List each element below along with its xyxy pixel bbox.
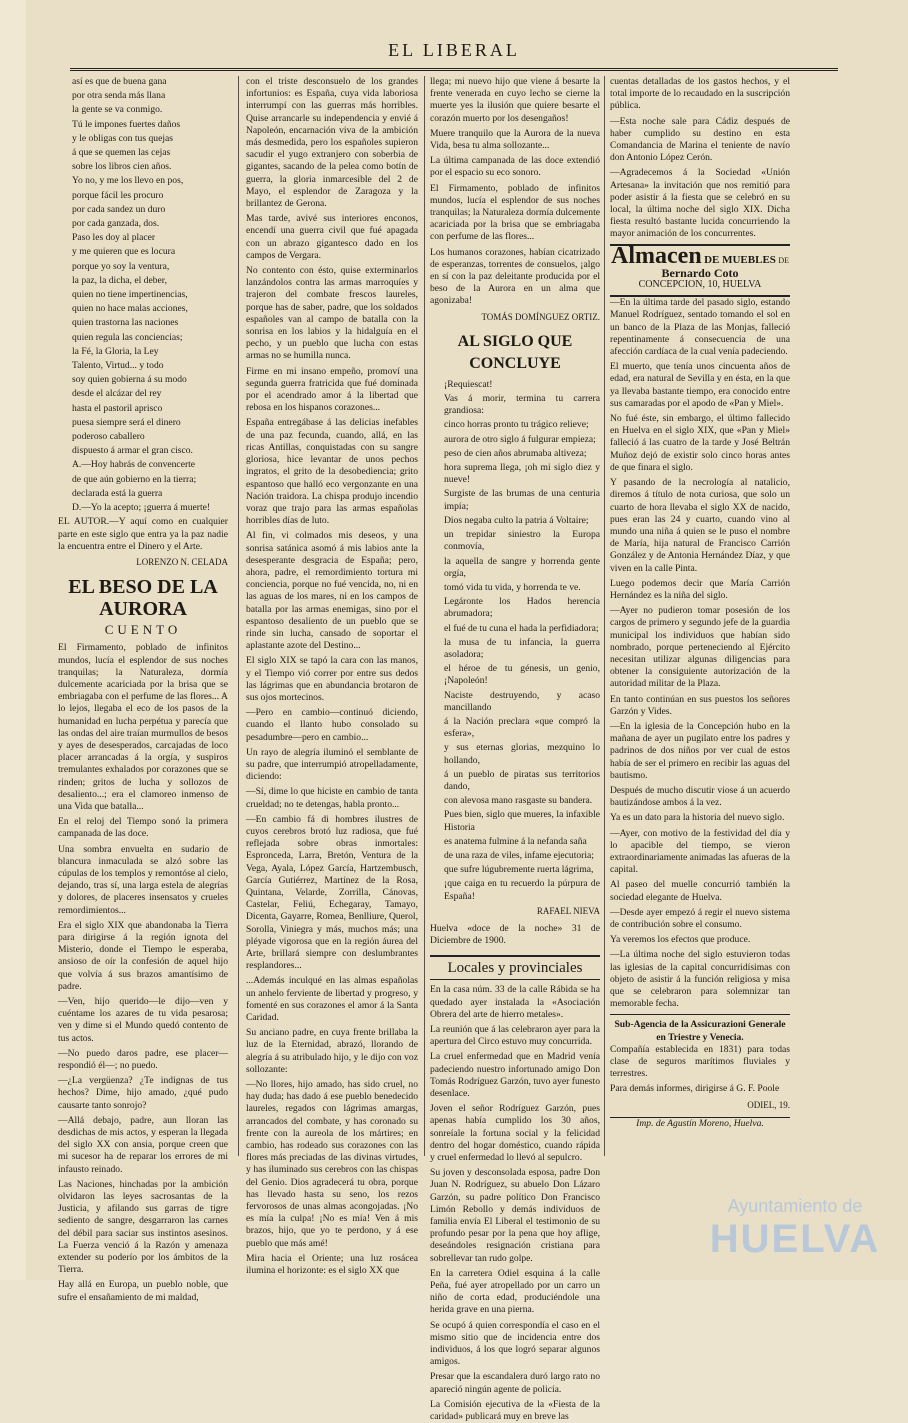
paragraph: España entregábase á las delicias inefables de una paz fecunda, cuando, allá, en las ricas Antillas, conquistadas con su sangre gloriosa, hice levantar de unos pechos ingratos, el grito de la desobediencia; grito espantoso que halló eco vergonzante en una Nación traidora. La chispa produjo incendio voraz que trajo para las armas españolas horribles días de luto. — [246, 417, 418, 527]
news-item: En tanto continúan en sus puestos los señores Garzón y Vides. — [610, 693, 790, 717]
poem-line: Pues bien, siglo que mueres, la infaxible Historia — [444, 809, 600, 833]
paragraph: La última campanada de las doce extendió por el espacio su eco sonoro. — [430, 155, 600, 179]
column-rule — [238, 76, 239, 1156]
news-item: Presar que la escandalera duró largo rato no apareció ningún agente de policía. — [430, 1371, 600, 1395]
watermark-line-2: HUELVA — [709, 1217, 881, 1261]
poem-line: hasta el pastoril aprisco — [72, 402, 163, 414]
news-item: —Esta noche sale para Cádiz después de haber cumplido su destino en esta Comandancia de Marina el teniente de navío don Antonio López Cerón. — [610, 115, 790, 164]
news-item: La reunión que á las celebraron ayer para la apertura del Circo estuvo muy concurrida. — [430, 1024, 600, 1048]
news-item: No fué éste, sin embargo, el último fallecido en Huelva en el siglo XIX, que «Pan y Miel» falleció á las cuatro de la tarde y José Beltrán Muñoz dejó de existir solo cinco horas antes de que finara el siglo. — [610, 413, 790, 473]
story-body — [58, 642, 228, 1304]
paragraph: ...Además inculqué en las almas españolas un anhelo ferviente de libertad y progreso, y fomenté en sus corazones el amor á la Santa Caridad. — [246, 975, 418, 1024]
poem-line: tomó vida tu vida, y horrenda te ve. — [444, 581, 581, 593]
paragraph: —No puedo daros padre, ese placer—respondió él—; no puedo. — [58, 1047, 228, 1072]
poem-line: declarada está la guerra — [72, 487, 163, 499]
poem-line: la musa de tu infancia, la guerra asoladora; — [444, 636, 600, 660]
poem-line: soy quien gobierna á su modo — [72, 374, 187, 386]
column-4 — [610, 76, 790, 1171]
agency-text: Compañía establecida en 1831) para todas clase de seguros marítimos fluviales y terrestres. — [610, 1043, 790, 1080]
local-news — [430, 984, 600, 1423]
poem-line: quien trastorna las naciones — [72, 317, 179, 329]
news-item: La cruel enfermedad que en Madrid venía padeciendo nuestro infortunado amigo Don Tomás Rodríguez Garzón, tuvo ayer funesto desenlace. — [430, 1051, 600, 1100]
poem-line: quien no tiene impertinencias, — [72, 289, 188, 301]
poem-headline: AL SIGLO QUE CONCLUYE — [457, 332, 573, 372]
poem-verses — [58, 76, 228, 514]
poem-line: con alevosa mano rasgaste su bandera. — [444, 795, 593, 807]
paragraph: El siglo XIX se tapó la cara con las manos, y el Tiempo vió correr por entre sus dedos las lágrimas que en abundancia brotaron de sus ojos mortecinos. — [246, 655, 418, 703]
poem-line: que sufre lúgubremente ruerta lágrima, — [444, 864, 594, 876]
news-item: —La última noche del siglo estuvieron todas las iglesias de la capital concurridísimas con objeto de asistir á la función religiosa y misa que se celebraron para solemnizar tan memorable fecha. — [610, 949, 790, 1010]
poem-body — [430, 379, 600, 903]
poem-dateline: Huelva «doce de la noche» 31 de Diciembre de 1900. — [430, 922, 600, 947]
column-rule — [604, 76, 605, 1156]
poem-line: de que aún gobierno en la tierra; — [72, 473, 197, 485]
paragraph: El Firmamento, poblado de infinitos mundos, lucía el esplendor de sus noches tranquilas; la Naturaleza, dormía dulcemente acariciada por la brisa que se embriagaba con el perfume de las flores... A lo lejos, llegaba el eco de los pasos de la humanidad en lucha perpétua y parecía que las ondas del aire traían murmullos de besos y ayes de desesperados, carcajadas de loco placer arrancadas á la orgía, y suspiros tremulantes exhalados por corazones que se rinden; gritos de lucha y sollozos de desaliento...; era el clamoreo inmenso de una Vida que batalla... — [58, 642, 228, 812]
story-ending — [430, 76, 600, 308]
poem-line: de una raza de viles, infame ejecutoria; — [444, 849, 594, 861]
author-signature: LORENZO N. CELADA — [136, 556, 228, 567]
poem-line: y sus eternas glorias, mezquino lo hollando, — [444, 742, 600, 766]
poem-line: ¡Requiescat! — [444, 378, 493, 390]
news-item: Se ocupó á quien correspondía el caso en el mismo sitio que de incidencia entre dos individuos, á los que logró separar algunos amigos. — [430, 1319, 600, 1368]
paragraph: —En cambio fá di hombres ilustres de cuyos cerebros brotó luz radiosa, que fué reflejada sobre obras inmortales: Espronceda, Larra, Bretón, Ventura de la Vega, Ayala, López García, Hartzembusch, García Gutiérrez, Martínez de la Rosa, Quintana, Velarde, Zorrilla, Cánovas, Castelar, Feliú, Echegaray, Tamayo, Dicenta, Gayarre, Romea, Benlliure, Querol, Sorolla, Viniegra y más, muchos más; una pléyade vigorosa que en la región áurea del Arte, brillará siempre con deslumbrantes resplandores... — [246, 813, 418, 972]
paragraph: —Pero en cambio—continuó diciendo, cuando el llanto hubo consolado su pesadumbre—pero en cambio... — [246, 707, 418, 743]
paragraph: Mira hacia el Oriente; una luz rosácea ilumina el horizonte: es el siglo XX que — [246, 1252, 418, 1277]
paragraph: con el triste desconsuelo de los grandes infortunios: es España, cuya vida laboriosa interrumpí con las guerras más horribles. Quise arrancarle su independencia y envié á Napoleón, encarnación viva de la ambición más desmedida, pero los españoles supieron sacudir el yugo extranjero con soberbia de gigantes, sacando de la pelea como botín de guerra, la gloria inmarcesible del 2 de Mayo, el esplendor de Zaragoza y la brillantez de Gerona. — [246, 76, 418, 210]
poem-line: Tú le impones fuertes daños — [72, 118, 181, 130]
news-item: —Desde ayer empezó á regir el nuevo sistema de contribución sobre el consumo. — [610, 906, 790, 930]
paragraph: En el reloj del Tiempo sonó la primera campanada de las doce. — [58, 816, 228, 840]
poem-line: quien regula las conciencias; — [72, 331, 183, 343]
news-item: —En la última tarde del pasado siglo, estando Manuel Rodríguez, sentado tomando el sol en un banco de la Plaza de las Monjas, falleció repentinamente á consecuencia de una afección cardíaca de la cual venía padeciendo. — [610, 297, 790, 358]
paragraph: El Firmamento, poblado de infinitos mundos, lucía el esplendor de sus noches tranquilas; la Naturaleza dormía dulcemente acariciada por la brisa que se embriagaba con perfume de las flores... — [430, 182, 600, 243]
poem-line: Yo no, y me los llevo en pos, — [72, 175, 184, 187]
paragraph: Mas tarde, avivé sus interiores enconos, encendí una guerra civil que fué apagada con un abrazo gigantesco dado en los campos de Vergara. — [246, 213, 418, 261]
news-top — [610, 76, 790, 241]
ad-address: CONCEPCION, 10, HUELVA — [638, 279, 762, 291]
news-item: Ya veremos los efectos que produce. — [610, 934, 751, 946]
masthead: EL LIBERAL — [70, 40, 838, 71]
news-item: Después de mucho discutir viose á un acuerdo bautizándose ambos á la vez. — [610, 784, 790, 809]
printer-line: Imp. de Agustín Moreno, Huelva. — [610, 1117, 790, 1130]
poem-line: Paso les doy al placer — [72, 232, 156, 244]
poem-line: la paz, la dicha, el deber, — [72, 274, 167, 286]
paragraph: Al fin, vi colmados mis deseos, y una sonrisa satánica asomó á mis labios ante la desesperante desgracia de España; pero, ahora, padre, el remordimiento tortura mi conciencia, porque no fué vencida, no, ni en las aguas de los mares, ni en los campos de batalla por las armas enemigas, sino por el espantoso desaliento de un pueblo que se rinde sin lucha, cansado de soportar el aplastante azote del Destino... — [246, 530, 418, 652]
paragraph: Firme en mi insano empeño, promoví una segunda guerra fratricida que fué dominada por el acendrado amor á la libertad que rebosa en los hispanos corazones... — [246, 365, 418, 414]
paragraph: —¿La vergüenza? ¿Te indignas de tus hechos? Dime, hijo amado, ¿qué pudo causarte tanto sonrojo? — [58, 1075, 228, 1111]
poem-line: porque yo soy la ventura, — [72, 260, 170, 272]
poem-line: así es que de buena gana — [72, 76, 167, 87]
poem-line: D.—Yo la acepto; ¡guerra á muerte! — [72, 502, 211, 514]
ad-owner: Bernardo Coto — [661, 265, 739, 280]
agency-title: Sub-Agencia de la Assicurazioni Generale en Triestre y Venecia. — [610, 1014, 790, 1043]
column-2 — [246, 76, 418, 1277]
poem-line: Vas á morir, termina tu carrera grandiosa: — [444, 393, 600, 417]
furniture-advertisement — [610, 244, 790, 298]
paragraph: —Allá debajo, padre, aun lloran las desdichas de mis actos, y esperan la llegada del siglo XX con ansia, porque creen que mi sucesor ha de reparar los errores de mi infausto reinado. — [58, 1114, 228, 1175]
poem-line: Talento, Virtud... y todo — [72, 360, 164, 372]
poem-line: dispuesto á armar el gran cisco. — [72, 445, 193, 457]
paragraph: Las Naciones, hinchadas por la ambición olvidaron las leyes sacrosantas de la Justicia, y afilando sus garras de tigre sediento de sangre, desgarraron las carnes del débil para saciar sus instintos asesinos. La Fuerza venció á la Razón y amenaza extender su poderío por los ámbitos de la Tierra. — [58, 1178, 228, 1276]
news-item: El muerto, que tenía unos cincuenta años de edad, era natural de Sevilla y en ésta, en la que ya llevaba bastante tiempo, era conocido entre sus camaradas por el apodo de «Pan y Miel». — [610, 361, 790, 409]
poem-line: Surgiste de las brumas de una centuria impía; — [444, 488, 600, 512]
poem-line: la aquella de sangre y horrenda gente orgía, — [444, 555, 600, 579]
poem-line: porque fácil les procuro — [72, 189, 164, 201]
poem-line: desde el alcázar del rey — [72, 388, 162, 400]
poem-line: cinco horras pronto tu trágico relieve; — [444, 419, 589, 431]
poem-line: á que se quemen las cejas — [72, 147, 171, 159]
story-signature: TOMÁS DOMÍNGUEZ ORTIZ. — [481, 311, 600, 322]
agency-info: Para demás informes, dirigirse á G. F. Poole — [610, 1083, 780, 1095]
ad-de: DE — [778, 255, 789, 265]
poem-line: es anatema fulmine á la nefanda saña — [444, 835, 587, 847]
poem-epilogue: EL AUTOR.—Y aquí como en cualquier parte en este siglo que entra ya la paz nadie la encuentra entre el Dinero y el Arte. — [58, 516, 228, 552]
paragraph: Una sombra envuelta en sudario de blancura inmaculada se alzó sobre las cúpulas de los templos y remontóse al cielo, dejando, tras sí, una larga estela de alegrías y dolores, de placeres insensatos y crueles remordimientos... — [58, 843, 228, 916]
watermark-logo — [700, 1196, 890, 1262]
poem-line: por cada ganzada, dos. — [72, 218, 160, 230]
paragraph: —Sí, dime lo que hiciste en cambio de tanta crueldad; no te detengas, habla pronto... — [246, 786, 418, 810]
poem-line: Legáronte los Hados herencia abrumadora; — [444, 596, 600, 620]
paragraph: —Ven, hijo querido—le dijo—ven y cuéntame los azares de tu vida pesarosa; ven y dime si el Mundo quedó contento de tus actos. — [58, 996, 228, 1044]
paragraph: Un rayo de alegría iluminó el semblante de su padre, que interrumpió atropelladamente, diciendo: — [246, 746, 418, 783]
poem-line: puesa siempre será el dinero — [72, 416, 181, 428]
news-item: En la carretera Odiel esquina á la calle Peña, fué ayer atropellado por un carro un niño de corta edad, produciéndole una herida grave en una pierna. — [430, 1267, 600, 1316]
ad-title: Almacen — [611, 242, 702, 269]
poem-line: un trepidar siniestro la Europa conmovía, — [444, 529, 600, 553]
ad-subtitle: DE MUEBLES — [704, 253, 776, 266]
paragraph: Hay allá en Europa, un pueblo noble, que sufre el ensañamiento de mi maldad, — [58, 1279, 228, 1303]
watermark-line-1: Ayuntamiento de — [727, 1196, 863, 1216]
story-subhead: CUENTO — [104, 622, 182, 638]
poem-line: Dios negaba culto la patria á Voltaire; — [444, 514, 589, 526]
poem-line: á un pueblo de piratas sus territorios dando, — [444, 768, 600, 792]
poem-line: y le obligas con tus quejas — [72, 132, 173, 144]
poem-line: por otra senda más llana — [72, 90, 166, 102]
poem-line: quien no hace malas acciones, — [72, 303, 188, 315]
paragraph: Los humanos corazones, habían cicatrizado de esperanzas, torrentes de consuelos, ¡algo en sí con la paz deleitante producida por el beso de la Aurora en un alma que agonizaba! — [430, 246, 600, 307]
poem-line: peso de cien años abrumaba altiveza; — [444, 447, 587, 459]
news-item: Ya es un dato para la historia del nuevo siglo. — [610, 812, 785, 824]
news-item: —Ayer, con motivo de la festividad del día y lo apacible del tiempo, se vieron extraordinariamente animadas las afueras de la capital. — [610, 827, 790, 876]
news-item: —En la iglesia de la Concepción hubo en la mañana de ayer un pugilato entre los padres y padrinos de dos niños por ver cual de estos había de ser el primero en recibir las aguas del bautismo. — [610, 720, 790, 781]
news-body — [610, 297, 790, 1010]
poem-line: por cada sandez un duro — [72, 203, 166, 215]
paragraph: —No llores, hijo amado, has sido cruel, no hay duda; has dado á ese pueblo benedecido laureles, regados con lágrimas amargas, arrancados del combate, y has coronado su frente con la aureola de los mártires; en cambio, has rodeado sus corazones con las flores más preciadas de las divinas virtudes, y has iluminado sus cerebros con las chispas del Genio. Dios agradecerá tu obra, porque has llevado hasta su seno, los rezos fervorosos de unas almas acongojadas. ¡No es mía la culpa! ¡No es mía! Ven á mis brazos, hijo, que yo te perdono, y á ese pueblo que más amé! — [246, 1079, 418, 1249]
poem-line: poderoso caballero — [72, 431, 145, 443]
poem-line: hora suprema llega, ¡oh mi siglo diez y nueve! — [444, 462, 600, 486]
poem-line: sobre los libros cien años. — [72, 161, 172, 173]
news-item: —Ayer no pudieron tomar posesión de los cargos de primero y segundo jefe de la guardia municipal los individuos que habían sido nombrado, porque perteneciendo al Ejército necesitan utilizar algunas diligencias para obtener la consiguiente autorización de la autoridad militar de la Plaza. — [610, 605, 790, 690]
column-rule — [424, 76, 425, 1156]
paragraph: llega; mi nuevo hijo que viene á besarte la frente venerada en cuyo lecho se cierne la muerte yes la ilusión que quiere besarte el corazón muerto por los desengaños! — [430, 76, 600, 124]
news-item: Y pasando de la necrología al natalicio, diremos á título de nota curiosa, que solo un cuarto de hora llevaba el siglo XX de nacido, pues eran las 24 y cuarto, cuando vino al mundo una niña á quien se le puso el nombre de María, hija natural de Francisco Carrión González y de Antonia Hernández Díaz, y que viven en la calle Pinta. — [610, 477, 790, 574]
news-item: Al paseo del muelle concurrió también la sociedad elegante de Huelva. — [610, 879, 790, 903]
poem-line: ¡que caiga en tu recuerdo la púrpura de España! — [444, 878, 600, 902]
news-item: Luego podemos decir que María Carrión Hernández es la niña del siglo. — [610, 577, 790, 601]
paragraph: Su anciano padre, en cuya frente brillaba la luz de la Eternidad, abrazó, llorando de alegría á su atribulado hijo, y le dijo con voz sollozante: — [246, 1027, 418, 1075]
poem-signature: RAFAEL NIEVA — [536, 905, 600, 916]
news-item: Joven el señor Rodríguez Garzón, pues apenas había cumplido los 30 años, sonreíale la fortuna social y la felicidad dentro del hogar doméstico, cuando rápida y cruel enfermedad lo llevó al sepulcro. — [430, 1103, 600, 1164]
news-item: —Agradecemos á la Sociedad «Unión Artesana» la invitación que nos remitió para poder asistir á la fiesta que se celebró en su local, la última noche del siglo XIX. Dicha fiesta resultó bastante lucida concurriendo la mayor animación de los concurrentes. — [610, 167, 790, 240]
section-title: Locales y provinciales — [430, 955, 600, 980]
paragraph: Muere tranquilo que la Aurora de la nueva Vida, besa tu alma sollozante... — [430, 127, 600, 152]
poem-line: A.—Hoy habrás de convencerte — [72, 459, 196, 471]
poem-line: y me quieren que es locura — [72, 246, 176, 258]
poem-line: el héroe de tu génesis, un genio, ¡Napoleón! — [444, 663, 600, 687]
paragraph: Era el siglo XIX que abandonaba la Tierra para dirigirse á la región ignota del Misterio, donde el Tiempo le esperaba, ansioso de oír la confesión de aquel hijo que volvía á sus brazos amantísimo de padre. — [58, 919, 228, 992]
story-headline: EL BESO DE LA AURORA — [68, 576, 218, 621]
news-item: Su joven y desconsolada esposa, padre Don Juan N. Rodríguez, su abuelo Don Lázaro Garzón, su padre político Don Francisco Limón Rebollo y demás individuos de familia envía El Liberal el testimonio de su profundo pesar por la pena que hoy aflige, deseándoles resignación cristiana para sobrellevar tan rudo golpe. — [430, 1167, 600, 1264]
poem-line: á la Nación preclara «que compró la esfera», — [444, 715, 600, 740]
paragraph: No contento con ésto, quise exterminarlos lanzándolos contra las armas marroquíes y trajeron del combate frescos laureles, porque has de saber, padre, que los soldados españoles van al campo de batalla con la sonrisa en los labios y la hidalguía en el pecho, y un pueblo que lucha con estas armas no se humilla nunca. — [246, 265, 418, 362]
poem-line: aurora de otro siglo á fulgurar empieza; — [444, 433, 596, 445]
agency-address: ODIEL, 19. — [747, 1099, 790, 1110]
story-body-continued — [246, 76, 418, 1277]
poem-line: el fué de tu cuna el hada la perfidiadora; — [444, 622, 599, 634]
poem-line: la gente se va conmigo. — [72, 104, 163, 116]
poem-line: Naciste destruyendo, y acaso mancillando — [444, 689, 600, 713]
column-1 — [58, 76, 228, 1303]
news-item: La Comisión ejecutiva de la «Fiesta de la caridad» publicará muy en breve las — [430, 1398, 600, 1423]
news-item: cuentas detalladas de los gastos hechos, y el total importe de lo recaudado en la suscripción pública. — [610, 76, 790, 112]
column-3 — [430, 76, 600, 1423]
page-edge — [0, 0, 26, 1280]
poem-line: la Fé, la Gloria, la Ley — [72, 345, 159, 357]
news-item: En la casa núm. 33 de la calle Rábida se ha quedado ayer instalada la «Asociación Obrera del arte de hierro metales». — [430, 984, 600, 1020]
